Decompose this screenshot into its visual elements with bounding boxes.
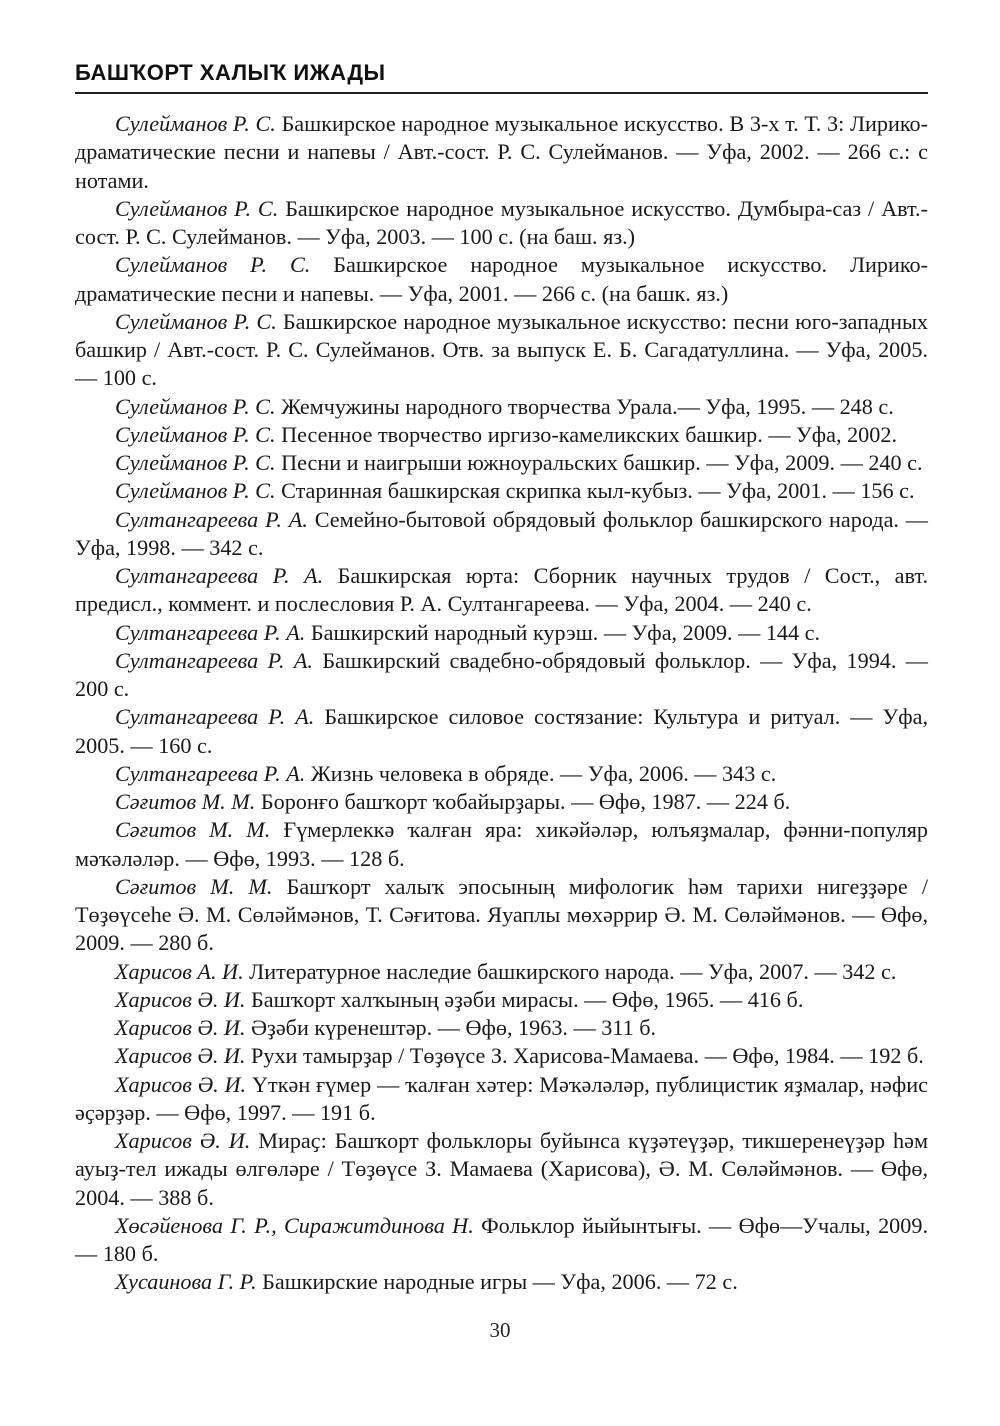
entry-text: Башкирское народное музыкальное искусство. Лирико-драматические песни и напевы. — Уфа, 2001. — 266 с. (на башк. яз.) xyxy=(75,252,929,306)
entry-text: Рухи тамырҙар / Төҙөүсе З. Харисова-Мамаева. — Өфө, 1984. — 192 б. xyxy=(251,1043,924,1069)
entry-author: Сәғитов М. М. xyxy=(115,873,273,899)
entry-text: Башкирское народное музыкальное искусство: песни юго-западных башкир / Авт.-сост. Р. С. Сулейманов. Отв. за выпуск Е. Б. Сагадатуллина. — Уфа, 2005. — 100 с. xyxy=(75,308,928,391)
entry-author: Сәғитов М. М. xyxy=(115,817,271,843)
bibliography-entry xyxy=(75,110,928,195)
entry-text: Литературное наследие башкирского народа. — Уфа, 2007. — 342 с. xyxy=(249,958,897,984)
entry-text: Башкирская юрта: Сборник научных трудов / Сост., авт. предисл., коммент. и послесловия Р. А. Султангареева. — Уфа, 2004. — 240 с. xyxy=(75,563,928,617)
entry-text: Башкирские народные игры — Уфа, 2006. — 72 с. xyxy=(262,1269,738,1295)
entry-author: Султангареева Р. А. xyxy=(115,619,306,645)
entry-text: Старинная башкирская скрипка кыл-кубыз. — Уфа, 2001. — 156 с. xyxy=(281,478,915,504)
entry-author: Султангареева Р. А. xyxy=(115,704,315,730)
entry-author: Сулейманов Р. С. xyxy=(115,195,279,221)
bibliography-entry xyxy=(75,449,928,477)
bibliography-entry xyxy=(75,195,928,252)
bibliography-entry xyxy=(75,703,928,760)
bibliography-entry xyxy=(75,788,928,816)
entry-text: Ғүмерлеккә ҡалған яра: хикәйәләр, юлъяҙмалар, фәнни-популяр мәҡәләләр. — Өфө, 1993. — 128 б. xyxy=(75,817,928,871)
entry-text: Семейно-бытовой обрядовый фольклор башкирского народа. — Уфа, 1998. — 342 с. xyxy=(75,506,928,560)
bibliography-entry xyxy=(75,308,928,393)
entry-text: Фольклор йыйынтығы. — Өфө—Учалы, 2009. — 180 б. xyxy=(75,1212,929,1266)
entry-text: Башкирский свадебно-обрядовый фольклор. — Уфа, 1994. — 200 с. xyxy=(75,647,928,701)
entry-author: Сулейманов Р. С. xyxy=(115,478,276,504)
bibliography-entry xyxy=(75,1127,928,1212)
bibliography-entry xyxy=(75,251,928,308)
entry-author: Харисов Ә. И. xyxy=(115,1071,247,1097)
entry-author: Харисов Ә. И. xyxy=(115,1015,246,1040)
bibliography-entry xyxy=(75,1268,928,1296)
entry-author: Султангареева Р. А. xyxy=(115,506,308,532)
entry-text: Башкирский народный курэш. — Уфа, 2009. — 144 с. xyxy=(310,619,821,645)
entry-text: Башҡорт халыҡ эпосының мифологик һәм тарихи нигеҙҙәре / Төҙөүсеһе Ә. М. Сөләймәнов, Т. Сәғитова. Яуаплы мөхәррир Ә. М. Сөләймәнов. — Өфө, 2009. — 280 б. xyxy=(75,873,929,956)
bibliography-entry xyxy=(75,816,928,873)
bibliography-entry xyxy=(75,1212,928,1269)
bibliography-entry xyxy=(75,647,928,704)
bibliography-entry xyxy=(75,1042,928,1070)
bibliography-entry xyxy=(75,506,928,563)
entry-text: Әҙәби күренештәр. — Өфө, 1963. — 311 б. xyxy=(251,1015,657,1040)
entry-text: Башҡорт халҡының әҙәби мирасы. — Өфө, 1965. — 416 б. xyxy=(251,986,804,1012)
entry-author: Сулейманов Р. С. xyxy=(115,421,276,447)
entry-author: Сәғитов М. М. xyxy=(115,789,256,814)
bibliography-entry xyxy=(75,562,928,619)
bibliography-entry xyxy=(75,393,928,421)
bibliography-entry xyxy=(75,1071,928,1128)
bibliography-entry xyxy=(75,619,928,647)
running-header-title: БАШҠОРТ ХАЛЫҠ ИЖАДЫ xyxy=(75,60,386,85)
entry-author: Харисов Ә. И. xyxy=(115,1128,251,1153)
entry-text: Песни и наигрыши южноуральских башкир. — Уфа, 2009. — 240 с. xyxy=(281,450,923,475)
bibliography-entry xyxy=(75,421,928,449)
bibliography-entry xyxy=(75,958,928,986)
page-number: 30 xyxy=(489,1318,511,1342)
bibliography-entry xyxy=(75,873,928,958)
entry-author: Сулейманов Р. С. xyxy=(115,252,311,278)
entry-author: Сулейманов Р. С. xyxy=(115,450,276,475)
entry-author: Харисов Ә. И. xyxy=(115,986,246,1012)
entry-author: Сулейманов Р. С. xyxy=(115,308,277,334)
entry-text: Башкирское силовое состязание: Культура и ритуал. — Уфа, 2005. — 160 с. xyxy=(75,704,929,758)
entry-text: Үткән ғүмер — ҡалған хәтер: Мәҡәләләр, публицистик яҙмалар, нәфис әҫәрҙәр. — Өфө, 1997. — 191 б. xyxy=(75,1071,929,1125)
bibliography-list xyxy=(75,110,928,1297)
entry-author: Хөсәйенова Г. Р., Сиражитдинова Н. xyxy=(115,1212,474,1238)
bibliography-entry xyxy=(75,1014,928,1042)
entry-text: Боронғо башҡорт ҡобайырҙары. — Өфө, 1987. — 224 б. xyxy=(260,789,791,814)
entry-text: Мираҫ: Башҡорт фольклоры буйынса күҙәтеүҙәр, тикшеренеүҙәр һәм ауыҙ-тел ижады өлгөләре / Төҙөүсе З. Мамаева (Харисова), Ә. М. Сөләймәнов. — Өфө, 2004. — 388 б. xyxy=(75,1128,929,1210)
entry-text: Песенное творчество иргизо-камеликских башкир. — Уфа, 2002. xyxy=(281,421,897,447)
bibliography-entry xyxy=(75,986,928,1014)
bibliography-entry xyxy=(75,477,928,505)
entry-author: Султангареева Р. А. xyxy=(115,563,324,588)
entry-author: Султангареева Р. А. xyxy=(115,647,313,673)
entry-author: Хусаинова Г. Р. xyxy=(115,1269,257,1295)
entry-author: Сулейманов Р. С. xyxy=(115,393,276,419)
bibliography-entry xyxy=(75,760,928,788)
entry-text: Башкирское народное музыкальное искусство. В 3-х т. Т. 3: Лирико-драматические песни и напевы / Авт.-сост. Р. С. Сулейманов. — Уфа, 2002. — 266 с.: с нотами. xyxy=(75,111,929,193)
entry-author: Султангареева Р. А. xyxy=(115,760,306,786)
entry-text: Жизнь человека в обряде. — Уфа, 2006. — 343 с. xyxy=(310,760,777,786)
header-rule xyxy=(75,92,928,94)
entry-text: Жемчужины народного творчества Урала.— Уфа, 1995. — 248 с. xyxy=(281,393,894,419)
entry-text: Башкирское народное музыкальное искусство. Думбыра-саз / Авт.-сост. Р. С. Сулейманов. — Уфа, 2003. — 100 с. (на баш. яз.) xyxy=(75,195,928,249)
entry-author: Сулейманов Р. С. xyxy=(115,111,276,136)
entry-author: Харисов Ә. И. xyxy=(115,1043,246,1069)
entry-author: Харисов А. И. xyxy=(115,958,244,984)
